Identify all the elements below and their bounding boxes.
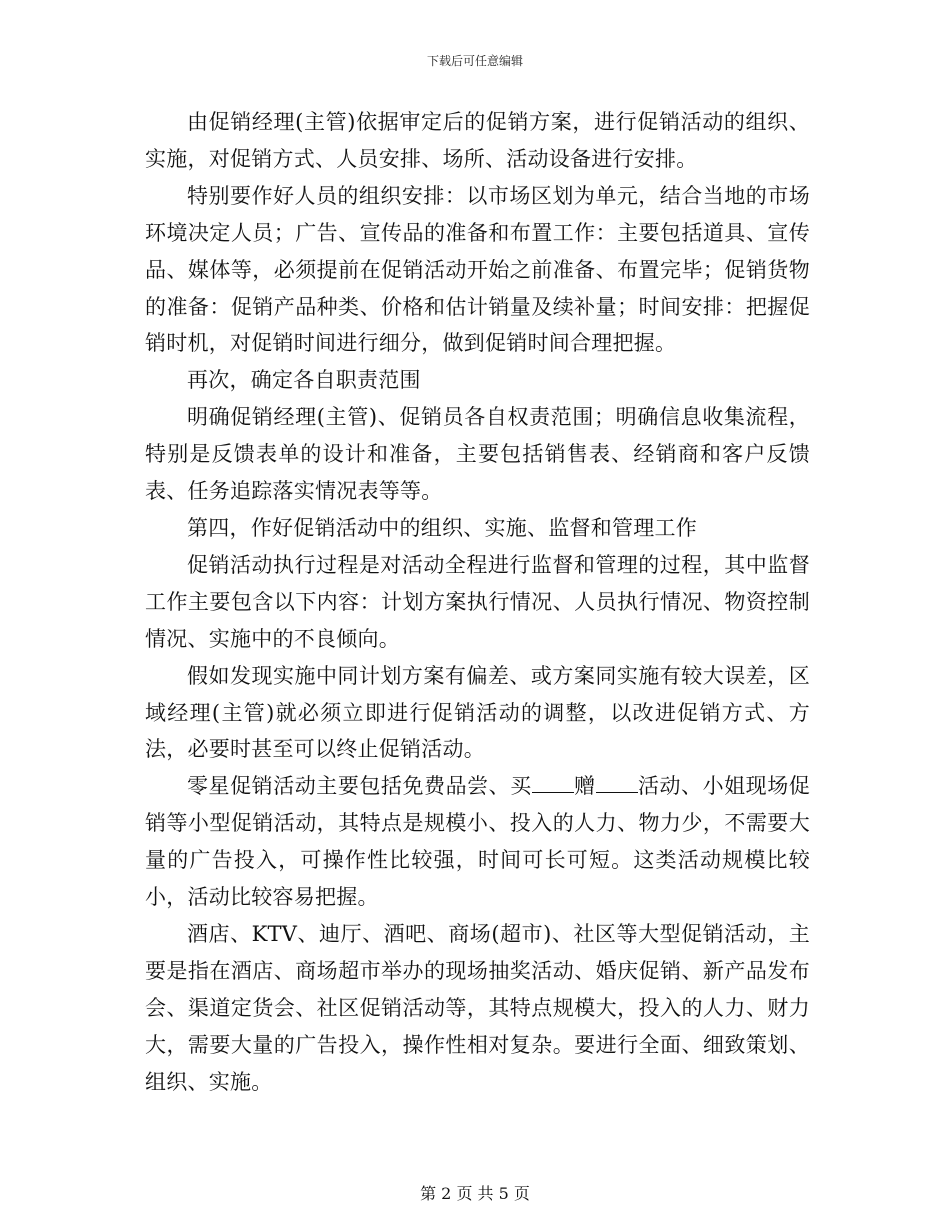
fill-blank-1	[532, 772, 574, 793]
paragraph-adjustment: 假如发现实施中同计划方案有偏差、或方案同实施有较大误差，区域经理(主管)就必须立即进行促销活动的调整，以改进促销方式、方法，必要时甚至可以终止促销活动。	[145, 663, 810, 762]
paragraph-responsibility: 明确促销经理(主管)、促销员各自权责范围；明确信息收集流程，特别是反馈表单的设计和准备，主要包括销售表、经销商和客户反馈表、任务追踪落实情况表等等。	[145, 405, 810, 504]
paragraph-staff-arrangement: 特别要作好人员的组织安排：以市场区划为单元，结合当地的市场环境决定人员；广告、宣传品的准备和布置工作：主要包括道具、宣传品、媒体等，必须提前在促销活动开始之前准备、布置完毕；促销货物的准备：促销产品种类、价格和估计销量及续补量；时间安排：把握促销时机，对促销时间进行细分，做到促销时间合理把握。	[145, 183, 810, 356]
small-promo-text-2: 赠	[573, 774, 596, 799]
page-footer-number: 第 2 页 共 5 页	[420, 1184, 530, 1203]
paragraph-small-promotions	[145, 768, 810, 916]
small-promo-text-1: 零星促销活动主要包括免费品尝、买	[187, 774, 532, 799]
paragraph-heading-supervision: 第四，作好促销活动中的组织、实施、监督和管理工作	[187, 515, 697, 540]
paragraph-heading-responsibility: 再次，确定各自职责范围	[187, 368, 421, 393]
fill-blank-2	[596, 772, 638, 793]
paragraph-supervision: 促销活动执行过程是对活动全程进行监督和管理的过程，其中监督工作主要包含以下内容：计划方案执行情况、人员执行情况、物资控制情况、实施中的不良倾向。	[145, 552, 810, 651]
page-header-note: 下载后可任意编辑	[426, 54, 523, 68]
paragraph-organize: 由促销经理(主管)依据审定后的促销方案，进行促销活动的组织、实施，对促销方式、人员安排、场所、活动设备进行安排。	[145, 110, 810, 171]
paragraph-large-promotions: 酒店、KTV、迪厅、酒吧、商场(超市)、社区等大型促销活动，主要是指在酒店、商场超市举办的现场抽奖活动、婚庆促销、新产品发布会、渠道定货会、社区促销活动等，其特点规模大，投入的人力、财力大，需要大量的广告投入，操作性相对复杂。要进行全面、细致策划、组织、实施。	[145, 921, 810, 1094]
document-body	[145, 104, 810, 1100]
small-promo-text-3: 活动、小姐现场促销等小型促销活动，其特点是规模小、投入的人力、物力少，不需要大量的广告投入，可操作性比较强，时间可长可短。这类活动规模比较小，活动比较容易把握。	[145, 774, 811, 910]
